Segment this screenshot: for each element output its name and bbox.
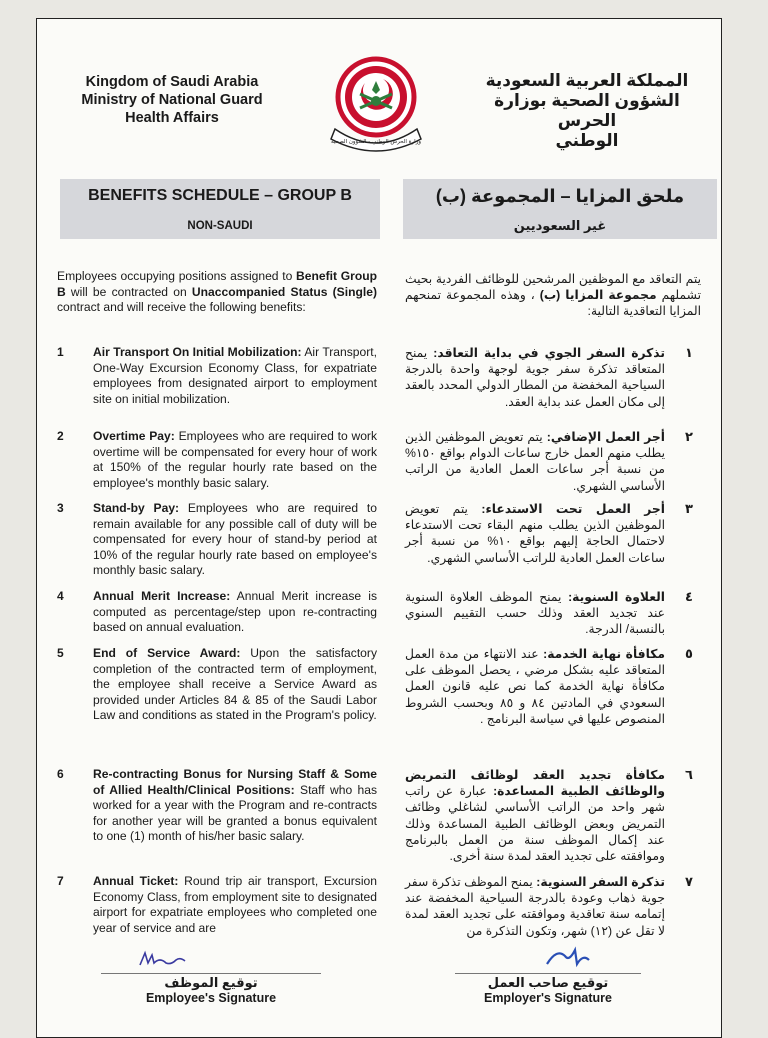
header-arabic: [477, 71, 697, 151]
benefit-text-ar: عبارة عن راتب شهر واحد من الراتب الأساسي لشاغلي وظائف التمريض وبعض الوظائف الطبية المساعدة وذلك عند إكمال الموظف سنة من العمل بالبرنامج وموافقته على تجديد العقد لمدة سنة أخرى.: [405, 784, 665, 864]
benefit-text-en: Employees who are required to work overtime will be compensated for every hour of work at 150% of the regular hourly rate based on the employee's monthly basic salary.: [93, 429, 377, 490]
item-number: 1: [57, 345, 64, 359]
ministry-emblem-logo: [327, 53, 425, 157]
employee-signature-label-ar: توقيع الموظف: [164, 975, 258, 990]
item-number-ar: ١: [685, 345, 693, 360]
benefit-item-ar: [405, 874, 665, 939]
document-page: [36, 18, 722, 1038]
subtitle-english: NON-SAUDI: [60, 213, 380, 239]
benefit-item-ar: [405, 501, 665, 566]
benefit-title-ar: مكافأة تجديد العقد لوظائف التمريض والوظائف الطبية المساعدة:: [405, 768, 665, 799]
benefit-title-en: Re-contracting Bonus for Nursing Staff & Some of Allied Health/Clinical Positions:: [93, 767, 377, 797]
benefit-text-en: Annual Merit increase is computed as percentage/step upon re-contracting based on annual evaluation.: [93, 589, 377, 635]
benefit-item-en: [93, 345, 377, 407]
benefit-text-en: Staff who has worked for a year with the Program and re-contracts for another year will be granted a bonus equivalent to one (1) month of his/her basic salary.: [93, 782, 377, 844]
header-ar-line-3: الوطني: [555, 131, 619, 150]
benefit-item-ar: [405, 589, 665, 638]
item-number-ar: ٢: [685, 429, 693, 444]
header-english: [59, 73, 285, 127]
benefit-item-ar: [405, 429, 665, 494]
benefit-title-ar: تذكرة السفر السنوية:: [536, 875, 665, 889]
benefit-title-en: End of Service Award:: [93, 646, 241, 660]
header-ar-line-2: الشؤون الصحية بوزارة الحرس: [494, 91, 680, 130]
employer-signature-label-en: Employer's Signature: [483, 991, 612, 1005]
employee-signature-line: [101, 973, 321, 974]
item-number-ar: ٥: [685, 646, 693, 661]
benefit-text-ar: عند الانتهاء من مدة العمل المتعاقد عليه بشكل مرضي ، يحصل الموظف على مكافأة نهاية الخدمة كما نص عليه قانون العمل السعودي في المادتين ٨٤ و ٨٥ وبحسب الشروط المنصوص عليها في سياسة البرنامج .: [405, 647, 666, 726]
benefit-item-en: [93, 589, 377, 636]
intro-en-text: will be contracted on: [65, 284, 192, 299]
intro-ar-group: مجموعة المزايا (ب): [539, 288, 657, 303]
benefit-text-ar: يمنح المتعاقد تذكرة سفر جوية لوجهة واحدة بالدرجة السياحية المخفضة من المطار الدولي المحدد بالعقد إلى مكان العمل عند بداية العقد.: [405, 346, 665, 409]
benefit-item-en: [93, 429, 377, 491]
header-ar-line-1: المملكة العربية السعودية: [485, 71, 689, 90]
item-number: 6: [57, 767, 64, 781]
benefit-title-en: Stand-by Pay:: [93, 501, 180, 515]
benefit-title-en: Annual Merit Increase:: [93, 589, 231, 603]
item-number: 2: [57, 429, 64, 443]
title-english: BENEFITS SCHEDULE – GROUP B: [60, 179, 380, 213]
item-number: 3: [57, 501, 64, 515]
item-number-ar: ٤: [685, 589, 693, 604]
employer-signature-scribble: [543, 944, 591, 970]
intro-english: [57, 269, 377, 316]
benefit-title-ar: أجر العمل تحت الاستدعاء:: [481, 502, 665, 516]
item-number: 4: [57, 589, 64, 603]
employee-signature-scribble: [137, 947, 187, 971]
benefit-text-en: Round trip air transport, Excursion Economy Class, from employment site to designated airport for expatriate employees who completed one year of service and are: [93, 874, 377, 935]
title-arabic: ملحق المزايا – المجموعة (ب): [403, 179, 717, 213]
benefit-item-ar: [405, 345, 665, 410]
benefit-text-en: Air Transport, One-Way Excursion Economy Class, for expatriate employees from designated airport to employment site on initial mobilization.: [93, 345, 378, 406]
logo-banner-text: وزارة الحرس الوطني - الشؤون الصحية: [330, 139, 422, 145]
item-number: 5: [57, 646, 64, 660]
item-number-ar: ٦: [685, 767, 693, 782]
benefit-item-en: [93, 767, 377, 845]
header-en-line-1: Kingdom of Saudi Arabia: [85, 74, 259, 90]
intro-en-status: Unaccompanied Status (Single): [191, 284, 377, 299]
benefit-item-ar: [405, 767, 665, 864]
benefit-title-ar: تذكرة السفر الجوي في بداية التعاقد:: [433, 346, 665, 360]
benefit-item-en: [93, 646, 377, 724]
benefit-text-ar: يتم تعويض الموظفين الذين يطلب منهم العمل خارج ساعات الدوام بواقع ١٥٠% من نسبة أجر ساعات العمل العادية من الراتب الأساسي الشهري.: [405, 430, 665, 493]
intro-ar-text: ، وهذه المجموعة تمنحهم المزايا التعاقدية التالية:: [405, 288, 701, 319]
employer-signature-label-ar: توقيع صاحب العمل: [487, 975, 609, 990]
benefit-text-en: Employees who are required to remain available for any possible call of duty will be compensated for every hour of stand-by period at 10% of the regular hourly rate based on employee's monthly basic salary.: [93, 501, 377, 578]
intro-arabic: [405, 271, 701, 320]
employer-signature-line: [455, 973, 641, 974]
subtitle-arabic: غير السعوديين: [403, 213, 717, 239]
benefit-text-en: Upon the satisfactory completion of the contracted term of employment, the employee shall receive a Service Award as provided under Articles 84 & 85 of the Saudi Labor Law and conditions as stated in the Program's policy.: [93, 646, 377, 723]
benefit-title-ar: مكافأة نهاية الخدمة:: [543, 647, 665, 661]
benefit-item-en: [93, 874, 377, 936]
item-number-ar: ٧: [685, 874, 693, 889]
benefit-text-ar: يمنح الموظف تذكرة سفر جوية ذهاب وعودة بالدرجة السياحية المخفضة عند إتمامه سنة تعاقدية وموافقته على تجديد العقد لمدة لا تقل عن (١٢) شهر، وتكون التذكرة من: [405, 875, 665, 938]
item-number: 7: [57, 874, 64, 888]
intro-en-text: contract and will receive the following benefits:: [57, 300, 306, 315]
intro-en-group: Benefit Group B: [57, 269, 377, 299]
benefit-title-ar: أجر العمل الإضافي:: [546, 430, 665, 444]
benefit-title-en: Annual Ticket:: [93, 874, 179, 888]
benefit-title-en: Overtime Pay:: [93, 429, 175, 443]
employee-signature-label-en: Employee's Signature: [145, 991, 277, 1005]
header-en-line-3: Health Affairs: [125, 110, 219, 126]
item-number-ar: ٣: [685, 501, 693, 516]
benefit-item-en: [93, 501, 377, 579]
benefit-title-en: Air Transport On Initial Mobilization:: [93, 345, 302, 359]
intro-ar-text: يتم التعاقد مع الموظفين المرشحين للوظائف الفردية بحيث تشملهم: [405, 272, 701, 303]
benefit-item-ar: [405, 646, 665, 727]
benefit-text-ar: يمنح الموظف العلاوة السنوية عند تجديد العقد وذلك حسب التقييم السنوي بالنسبة/ الدرجة.: [405, 590, 665, 637]
benefit-title-ar: العلاوة السنوية:: [568, 590, 665, 604]
header-en-line-2: Ministry of National Guard: [81, 92, 263, 108]
intro-en-text: Employees occupying positions assigned to: [57, 269, 297, 283]
benefit-text-ar: يتم تعويض الموظفين الذين يطلب منهم البقاء تحت الاستدعاء لاحتمال الحاجة إليهم بواقع ١٠% من نسبة أجر ساعات العمل العادية للراتب الأساسي الشهري.: [405, 502, 665, 565]
